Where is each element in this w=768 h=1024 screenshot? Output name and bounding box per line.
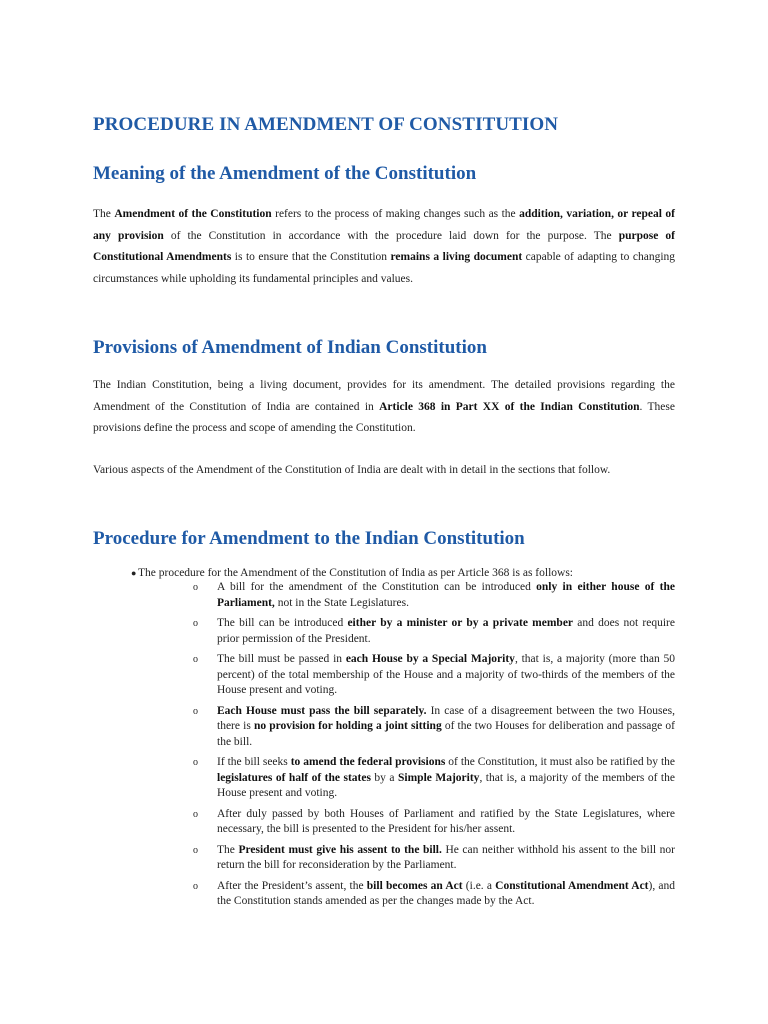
hollow-bullet-icon: o — [193, 844, 198, 856]
section-heading-procedure: Procedure for Amendment to the Indian Constitution — [93, 528, 525, 549]
procedure-step: o After the President’s assent, the bill becomes an Act (i.e. a Constitutional Amendment Act), and the Constitution stands amended as per the changes made by the Act. — [193, 879, 676, 907]
hollow-bullet-icon: o — [193, 757, 198, 768]
hollow-bullet-icon: o — [193, 654, 198, 665]
procedure-step: o A bill for the amendment of the Constitution can be introduced only in either house of the Parliament, not in the State Legislatures. — [193, 581, 675, 609]
procedure-step: o Each House must pass the bill separately. In case of a disagreement between the two Houses, there is no provision for holding a joint sitting of the two Houses for deliberation and passage of the bill. — [193, 704, 675, 748]
hollow-bullet-icon: o — [193, 808, 198, 820]
procedure-step: o The bill can be introduced either by a minister or by a private member and does not require prior permission of the President. — [193, 617, 675, 645]
section-heading-meaning: Meaning of the Amendment of the Constitution — [93, 163, 477, 184]
hollow-bullet-icon: o — [193, 618, 198, 629]
section-heading-provisions: Provisions of Amendment of Indian Constitution — [93, 337, 487, 358]
procedure-intro-bullet: ● The procedure for the Amendment of the Constitution of India as per Article 368 is as follows: — [131, 567, 573, 579]
provisions-followup-paragraph: Various aspects of the Amendment of the Constitution of India are dealt with in detail in the sections that follow. — [93, 464, 611, 476]
document-title: PROCEDURE IN AMENDMENT OF CONSTITUTION — [93, 114, 559, 135]
hollow-bullet-icon: o — [193, 880, 198, 892]
provisions-paragraph: The Indian Constitution, being a living document, provides for its amendment. The detailed provisions regarding the Amendment of the Constitution of India are contained in Article 368 in Part XX of the Indian Constitution. These provisions define the process and scope of amending the Constitution. — [93, 379, 675, 435]
bullet-dot-icon: ● — [131, 568, 137, 578]
hollow-bullet-icon: o — [193, 582, 198, 593]
procedure-step: o The President must give his assent to the bill. He can neither withhold his assent to the bill nor return the bill for reconsideration by the Parliament. — [193, 843, 676, 871]
hollow-bullet-icon: o — [193, 705, 198, 717]
procedure-step: o The bill must be passed in each House by a Special Majority, that is, a majority (more than 50 percent) of the total membership of the House and a majority of two-thirds of the members of the House present and voting. — [193, 653, 676, 696]
procedure-step: o If the bill seeks to amend the federal provisions of the Constitution, it must also be ratified by the legislatures of half of the states by a Simple Majority, that is, a majority of the members of the House present and voting. — [193, 756, 675, 799]
meaning-paragraph: The Amendment of the Constitution refers to the process of making changes such as the addition, variation, or repeal of any provision of the Constitution in accordance with the procedure laid down for the purpose. The purpose of Constitutional Amendments is to ensure that the Constitution remains a living document capable of adapting to changing circumstances while upholding its fundamental principles and values. — [93, 208, 676, 286]
procedure-step: o After duly passed by both Houses of Parliament and ratified by the State Legislatures, where necessary, the bill is presented to the President for his/her assent. — [193, 807, 675, 835]
procedure-steps-list — [193, 580, 675, 915]
